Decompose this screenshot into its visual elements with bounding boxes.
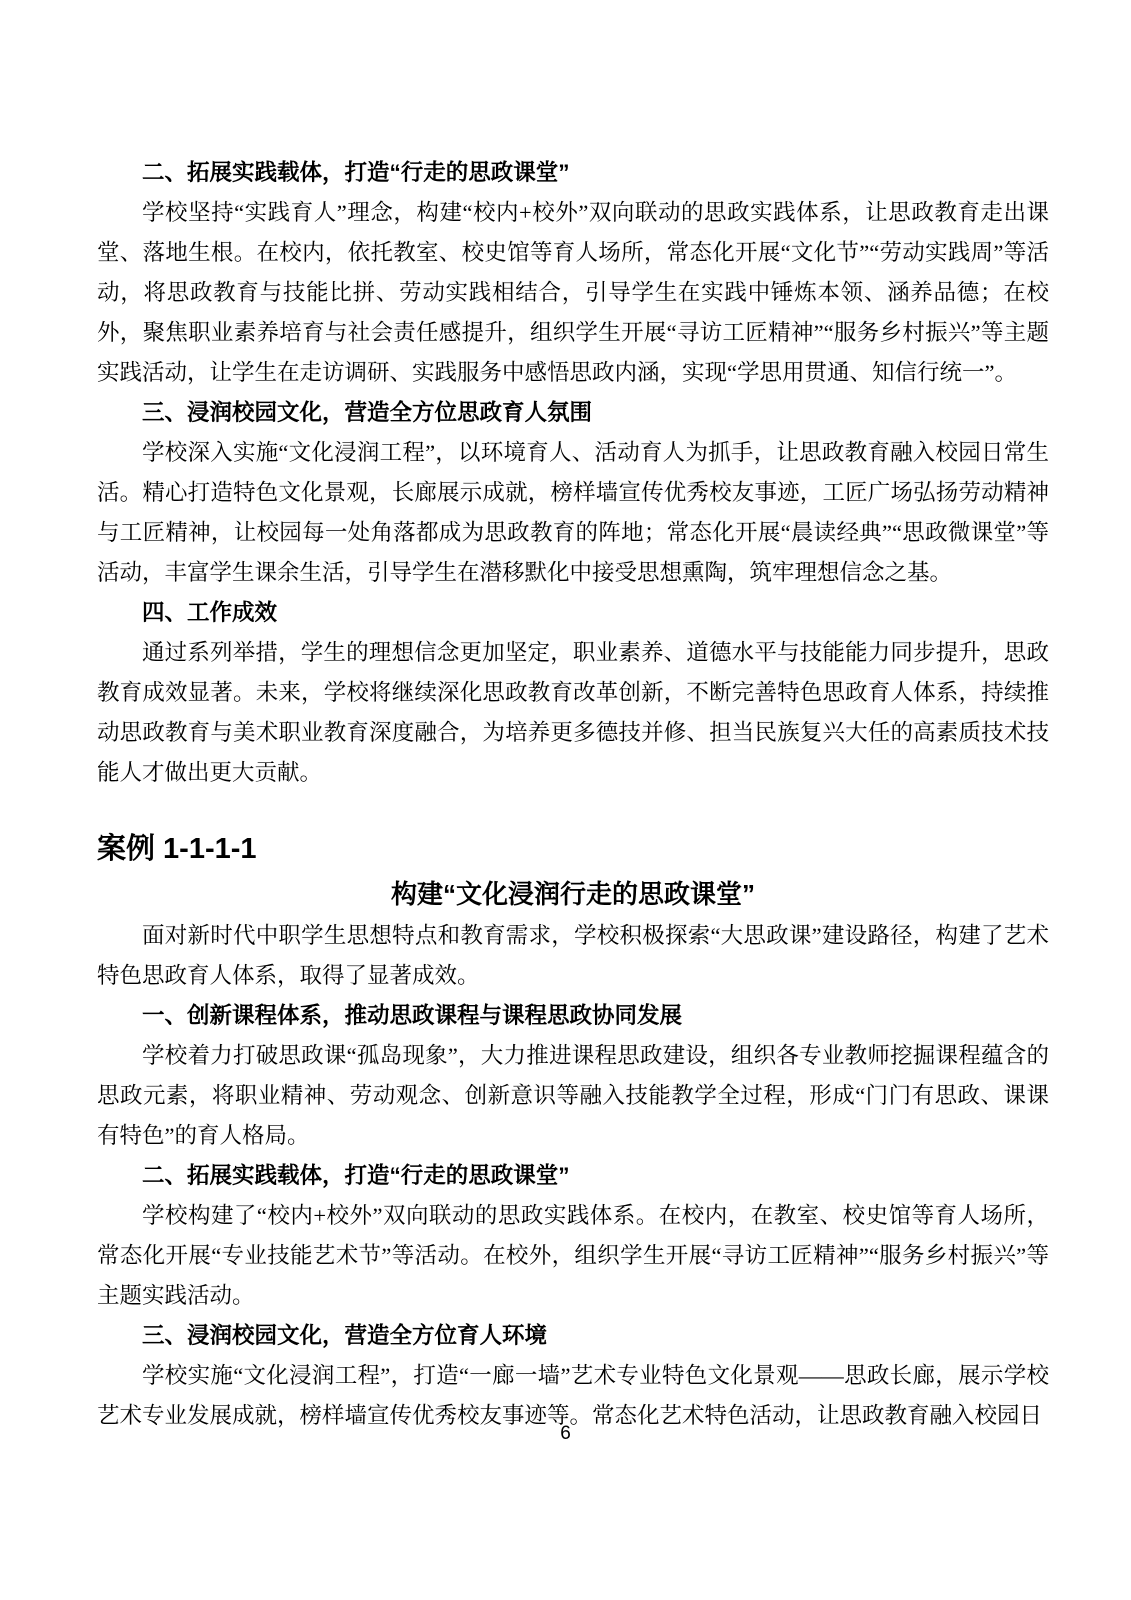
body-paragraph-environment: 学校实施“文化浸润工程”，打造“一廊一墙”艺术专业特色文化景观——思政长廊，展示学校艺术专业发展成就，榜样墙宣传优秀校友事迹等。常态化艺术特色活动，让思政教育融入校园日 xyxy=(97,1363,1049,1428)
section-heading-results: 四、工作成效 xyxy=(142,600,278,625)
section-heading-curriculum: 一、创新课程体系，推动思政课程与课程思政协同发展 xyxy=(142,1003,683,1028)
document-content xyxy=(97,153,1049,1436)
body-paragraph-results: 通过系列举措，学生的理想信念更加坚定，职业素养、道德水平与技能能力同步提升，思政教育成效显著。未来，学校将继续深化思政教育改革创新，不断完善特色思政育人体系，持续推动思政教育与美术职业教育深度融合，为培养更多德技并修、担当民族复兴大任的高素质技术技能人才做出更大贡献。 xyxy=(97,640,1049,785)
page-number: 6 xyxy=(560,1423,571,1444)
section-heading-practice: 二、拓展实践载体，打造“行走的思政课堂” xyxy=(142,160,570,185)
section-heading-environment: 三、浸润校园文化，营造全方位育人环境 xyxy=(142,1323,548,1348)
section-heading-practice-case: 二、拓展实践载体，打造“行走的思政课堂” xyxy=(142,1163,570,1188)
case-label: 案例 1-1-1-1 xyxy=(97,833,257,865)
body-paragraph-curriculum: 学校着力打破思政课“孤岛现象”，大力推进课程思政建设，组织各专业教师挖掘课程蕴含的思政元素，将职业精神、劳动观念、创新意识等融入技能教学全过程，形成“门门有思政、课课有特色”的育人格局。 xyxy=(97,1043,1049,1148)
section-heading-campus-culture: 三、浸润校园文化，营造全方位思政育人氛围 xyxy=(142,400,593,425)
body-paragraph-campus-culture: 学校深入实施“文化浸润工程”，以环境育人、活动育人为抓手，让思政教育融入校园日常生活。精心打造特色文化景观，长廊展示成就，榜样墙宣传优秀校友事迹，工匠广场弘扬劳动精神与工匠精神，让校园每一处角落都成为思政教育的阵地；常态化开展“晨读经典”“思政微课堂”等活动，丰富学生课余生活，引导学生在潜移默化中接受思想熏陶，筑牢理想信念之基。 xyxy=(97,440,1049,585)
body-paragraph-case-intro: 面对新时代中职学生思想特点和教育需求，学校积极探索“大思政课”建设路径，构建了艺术特色思政育人体系，取得了显著成效。 xyxy=(97,923,1049,988)
body-paragraph-practice: 学校坚持“实践育人”理念，构建“校内+校外”双向联动的思政实践体系，让思政教育走出课堂、落地生根。在校内，依托教室、校史馆等育人场所，常态化开展“文化节”“劳动实践周”等活动，将思政教育与技能比拼、劳动实践相结合，引导学生在实践中锤炼本领、涵养品德；在校外，聚焦职业素养培育与社会责任感提升，组织学生开展“寻访工匠精神”“服务乡村振兴”等主题实践活动，让学生在走访调研、实践服务中感悟思政内涵，实现“学思用贯通、知信行统一”。 xyxy=(97,200,1049,385)
body-paragraph-practice-case: 学校构建了“校内+校外”双向联动的思政实践体系。在校内，在教室、校史馆等育人场所，常态化开展“专业技能艺术节”等活动。在校外，组织学生开展“寻访工匠精神”“服务乡村振兴”等主题实践活动。 xyxy=(97,1203,1049,1308)
case-title: 构建“文化浸润行走的思政课堂” xyxy=(390,879,755,909)
